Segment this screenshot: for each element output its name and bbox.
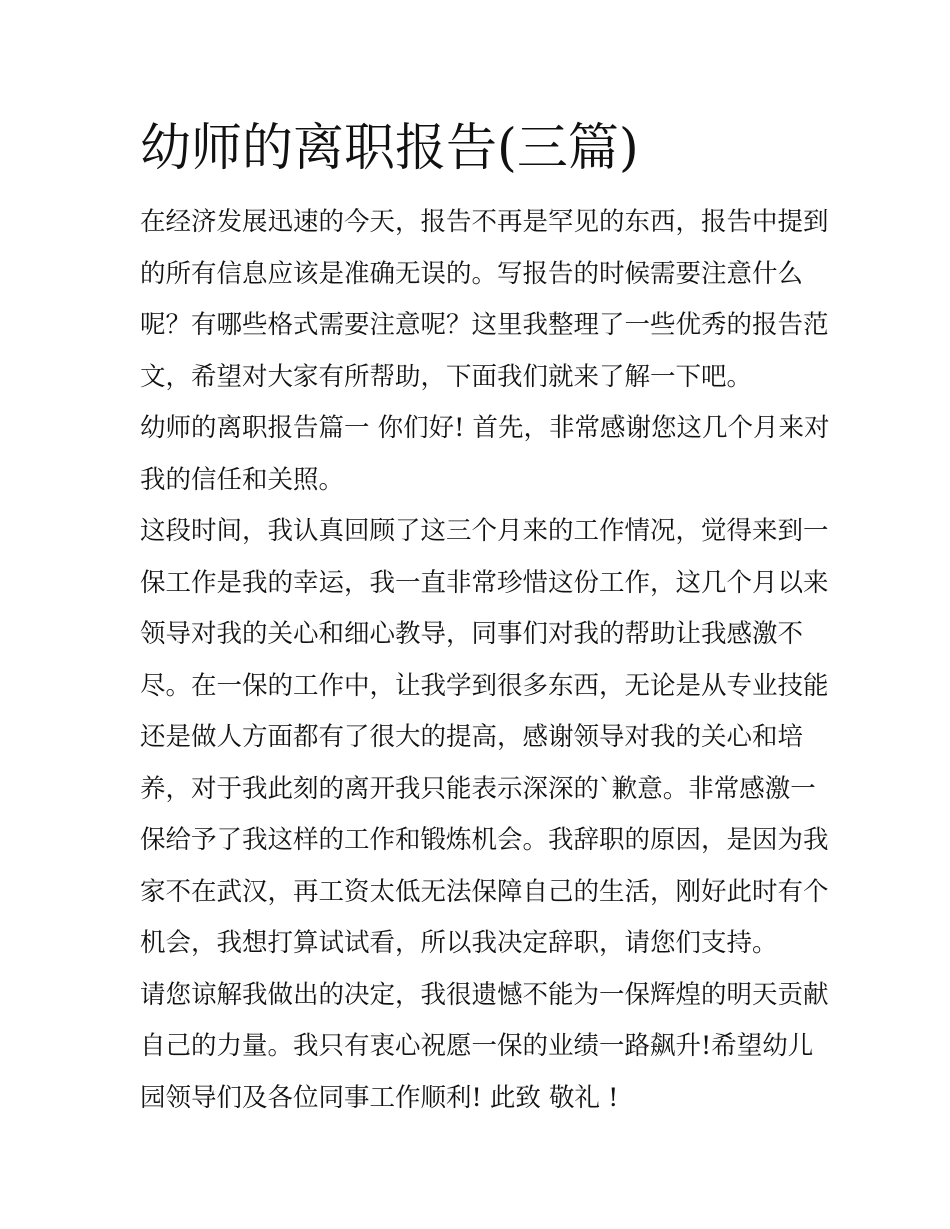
text-line: 还是做人方面都有了很大的提高，感谢领导对我的关心和培 [140, 722, 804, 752]
text-line: 我的信任和关照。 [140, 464, 345, 495]
text-line: 保工作是我的幸运，我一直非常珍惜这份工作，这几个月以来 [140, 567, 829, 598]
document-body [140, 197, 830, 1124]
text-line: 自己的力量。我只有衷心祝愿一保的业绩一路飙升!希望幼儿 [140, 1031, 814, 1061]
text-line: 保给予了我这样的工作和锻炼机会。我辞职的原因，是因为我 [140, 825, 829, 855]
text-line: 呢？有哪些格式需要注意呢？这里我整理了一些优秀的报告范 [140, 310, 829, 340]
paragraph-intro [140, 197, 829, 403]
text-line: 文，希望对大家有所帮助，下面我们就来了解一下吧。 [140, 361, 753, 392]
text-line: 尽。在一保的工作中，让我学到很多东西，无论是从专业技能 [140, 670, 829, 701]
text-line: 这段时间，我认真回顾了这三个月来的工作情况，觉得来到一 [140, 516, 829, 546]
text-line: 机会，我想打算试试看，所以我决定辞职，请您们支持。 [140, 928, 778, 958]
text-line: 的所有信息应该是准确无误的。写报告的时候需要注意什么 [140, 258, 804, 289]
text-line: 家不在武汉，再工资太低无法保障自己的生活，刚好此时有个 [140, 876, 829, 907]
text-line: 请您谅解我做出的决定，我很遗憾不能为一保辉煌的明天贡献 [140, 979, 829, 1010]
text-line: 园领导们及各位同事工作顺利! 此致 敬礼 ! [140, 1082, 619, 1113]
text-line: 领导对我的关心和细心教导，同事们对我的帮助让我感激不 [140, 619, 804, 649]
paragraph-closing [140, 970, 829, 1125]
text-line: 养，对于我此刻的离开我只能表示深深的`歉意。非常感激一 [140, 773, 816, 804]
paragraph-greeting [140, 403, 830, 506]
text-line: 幼师的离职报告篇一 你们好! 首先，非常感谢您这几个月来对 [140, 413, 830, 443]
paragraph-reflection [140, 506, 829, 970]
document-title: 幼师的离职报告(三篇) [140, 119, 639, 178]
text-line: 在经济发展迅速的今天，报告不再是罕见的东西，报告中提到 [140, 207, 829, 237]
